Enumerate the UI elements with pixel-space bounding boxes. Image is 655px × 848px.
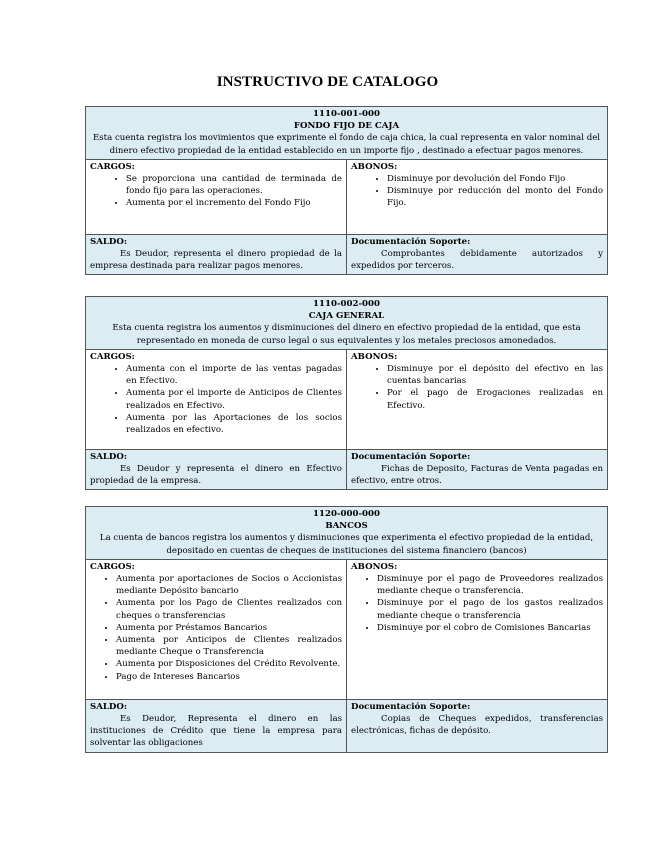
list-item: • Aumenta con el importe de las ventas pagadas en Efectivo.: [126, 363, 342, 387]
saldo-label: SALDO:: [90, 701, 128, 712]
list-item: • Aumenta por el incremento del Fondo Fijo: [126, 197, 342, 209]
saldo-cell: [86, 449, 347, 490]
list-item: • Aumenta por las Aportaciones de los socios realizados en efectivo.: [126, 412, 342, 436]
account-code: 1110-001-000: [313, 109, 380, 119]
list-item: • Se proporciona una cantidad de terminada de fondo fijo para las operaciones.: [126, 173, 342, 197]
saldo-cell: [86, 699, 347, 752]
list-item: • Disminuye por el pago de los gastos realizados mediante cheque o transferencia: [377, 597, 603, 621]
list-item: • Aumenta por Préstamos Bancarios: [116, 622, 342, 634]
doc-support-cell: [347, 449, 608, 490]
doc-support-text: Fichas de Deposito, Facturas de Venta pagadas en efectivo, entre otros.: [351, 464, 603, 487]
page-title: INSTRUCTIVO DE CATALOGO: [216, 74, 439, 90]
account-name: CAJA GENERAL: [308, 311, 385, 322]
list-item: • Aumenta por Disposiciones del Crédito Revolvente.: [116, 658, 342, 670]
cargos-list: [90, 363, 342, 436]
abonos-cell: [347, 349, 608, 449]
list-item: • Aumenta por el importe de Anticipos de Clientes realizados en Efectivo.: [126, 387, 342, 411]
doc-support-text: Copias de Cheques expedidos, transferencias electrónicas, fichas de depósito.: [351, 714, 603, 737]
cargos-cell: [86, 159, 347, 234]
account-table-fondo-fijo: [85, 106, 608, 275]
abonos-label: ABONOS:: [351, 161, 398, 172]
account-name: FONDO FIJO DE CAJA: [293, 121, 400, 132]
doc-support-cell: [347, 234, 608, 275]
abonos-cell: [347, 159, 608, 234]
doc-support-text: Comprobantes debidamente autorizados y expedidos por terceros.: [351, 249, 603, 272]
saldo-text: Es Deudor, representa el dinero propiedad de la empresa destinada para realizar pagos menores.: [90, 249, 342, 272]
list-item: • Disminuye por el cobro de Comisiones Bancarias: [377, 622, 603, 634]
list-item: • Pago de Intereses Bancarios: [116, 671, 342, 683]
list-item: • Aumenta por aportaciones de Socios o Accionistas mediante Depósito bancario: [116, 573, 342, 597]
account-header: [86, 107, 608, 160]
account-description: La cuenta de bancos registra los aumentos y disminuciones que experimenta el efectivo propiedad de la entidad, depositado en cuentas de cheques de instituciones del sistema financiero (bancos): [99, 533, 594, 556]
doc-support-label: Documentación Soporte:: [351, 236, 471, 247]
saldo-cell: [86, 234, 347, 275]
cargos-list: [90, 173, 342, 210]
list-item: • Disminuye por el pago de Proveedores realizados mediante cheque o transferencia.: [377, 573, 603, 597]
abonos-list: [351, 573, 603, 634]
abonos-label: ABONOS:: [351, 351, 398, 362]
abonos-list: [351, 363, 603, 412]
account-description: Esta cuenta registra los aumentos y disminuciones del dinero en efectivo propiedad de la entidad, que esta representado en moneda de curso legal o sus equivalentes y los metales preciosos amonedados.: [112, 323, 581, 346]
account-table-bancos: [85, 506, 608, 753]
cargos-label: CARGOS:: [90, 561, 135, 572]
doc-support-label: Documentación Soporte:: [351, 451, 471, 462]
cargos-label: CARGOS:: [90, 161, 135, 172]
list-item: • Disminuye por devolución del Fondo Fijo: [387, 173, 603, 185]
saldo-label: SALDO:: [90, 236, 128, 247]
account-code: 1120-000-000: [313, 509, 380, 519]
list-item: • Aumenta por los Pago de Clientes realizados con cheques o transferencias: [116, 597, 342, 621]
abonos-label: ABONOS:: [351, 561, 398, 572]
account-code: 1110-002-000: [313, 299, 380, 309]
doc-support-cell: [347, 699, 608, 752]
list-item: • Por el pago de Erogaciones realizadas en Efectivo.: [387, 387, 603, 411]
saldo-label: SALDO:: [90, 451, 128, 462]
abonos-cell: [347, 559, 608, 699]
list-item: • Disminuye por reducción del monto del Fondo Fijo.: [387, 185, 603, 209]
cargos-cell: [86, 559, 347, 699]
list-item: • Aumenta por Anticipos de Clientes realizados mediante Cheque o Transferencia: [116, 634, 342, 658]
cargos-cell: [86, 349, 347, 449]
cargos-label: CARGOS:: [90, 351, 135, 362]
saldo-text: Es Deudor y representa el dinero en Efectivo propiedad de la empresa.: [90, 464, 342, 487]
doc-support-label: Documentación Soporte:: [351, 701, 471, 712]
cargos-list: [90, 573, 342, 683]
account-table-caja-general: [85, 296, 608, 490]
account-description: Esta cuenta registra los movimientos que exprimente el fondo de caja chica, la cual representa en valor nominal del dinero efectivo propiedad de la entidad establecido en un importe fijo , destinado a efectuar pagos menores.: [92, 133, 601, 156]
account-header: [86, 507, 608, 560]
list-item: • Disminuye por el depósito del efectivo en las cuentas bancarias: [387, 363, 603, 387]
account-header: [86, 297, 608, 350]
abonos-list: [351, 173, 603, 210]
account-name: BANCOS: [325, 521, 368, 532]
saldo-text: Es Deudor, Representa el dinero en las instituciones de Crédito que tiene la empresa para solventar las obligaciones: [90, 714, 342, 749]
